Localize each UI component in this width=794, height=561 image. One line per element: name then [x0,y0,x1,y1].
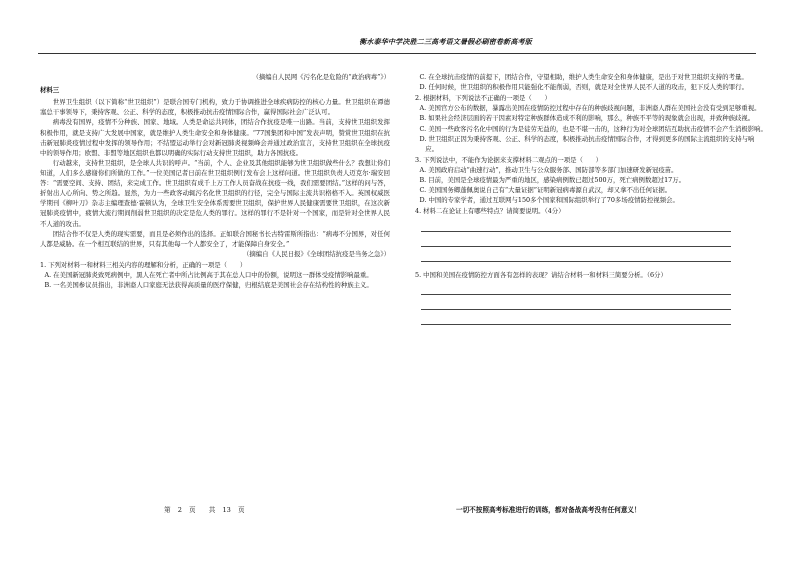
source-citation-2: （摘编自《人民日报》《全球团结抗疫是当务之急》） [243,249,390,258]
paragraph-4: 团结合作不仅是人类的现实需要，而且是必须作出的选择。正如联合国秘书长古特雷斯所指出：“病毒不分国界，对任何人都是威胁。在一个相互联结的世界，只有其他每一个人都安全了，才能保障自身安全。” [40,229,390,248]
question-3-option-c: C. 美国国务卿蓬佩奥说自己有“大量证据”证明新冠病毒源自武汉，却又拿不出任何证据。 [419,186,672,195]
question-3-option-d: D. 中国的专家学者，通过互联网与150多个国家和国际组织举行了70多场疫情防控视频会。 [419,196,679,205]
source-citation-1: （摘编自人民网《污名化是危险的“政治病毒”》） [252,73,390,81]
paragraph-3: 行动越来，支持世卫组织，是全球人共识的呼声。“当前，个人、企业及其他组织能够为世卫组织做些什么？我想让你们知道，人们多么感谢你们所做的工作。”一位美国记者日前在世卫组织例行发布会上这样问道。世卫组织负责人迈克尔·瑞安回答：“需要空间、支持、团结，来完成工作。世卫组织有成千上万工作人员奋战在抗疫一线，我们需要团结。”这样的问与答，折射出人心所向、势之所趋。显然，为力一些政客动辄污名化世卫组织的行径，完全与国际主流共识格格不入。英国权威医学期刊《柳叶刀》杂志主编理查德·霍顿认为，全球卫生安全体系需要世卫组织，保护世界人民健康需要世卫组织，在这次新冠肺炎疫情中，疲情大流行期间削弱世卫组织的决定是危人类的罪行。这样的罪行不是针对一个国家，而是针对全世界人民不人道的攻击。 [40,158,390,228]
header-divider [38,53,756,54]
page-number: 第 2 页 共 13 页 [164,506,245,514]
exam-header-title: 衡水泰华中学决胜二三高考语文暑假必刷密卷新高考版 [359,38,532,46]
question-2-stem: 2. 根据材料，下列说法不正确的一项是（ ） [415,94,551,103]
right-column [415,72,767,325]
question-1-option-b: B. 一名美国参议员指出，非洲裔人口家庭无法获得高质量的医疗保健，归根结底是美国社会存在结构性的种族主义。 [44,281,373,290]
question-4-stem: 4. 材料二在论证上有哪些特点？请简要说明。（4分） [415,207,565,216]
question-1-option-a: A. 在美国新冠肺炎致死病例中，黑人在死亡者中所占比例高于其在总人口中的份额，说明这一群体受疫情影响最重。 [44,271,373,280]
question-2-option-c: C. 美国一些政客污名化中国的行为是徒劳无益的，也是不堪一击的，这种行为对全球团结互助抗击疫情不会产生消极影响。 [419,124,767,133]
paragraph-2: 病毒没有国界，疫情不分种族、国家、地域。人类是命运共同体，团结合作抗疫是唯一出路。当前，支持世卫组织发挥积极作用，就是支持广大发展中国家，就是维护人类生命安全和身体健康。“77国集团和中国”发表声明，赞赏世卫组织在抗击新冠肺炎疫情过程中发挥的领导作用；不结盟运动举行会对新冠肺炎视频峰会并通过政治宣言，支持世卫组织在全球抗疫中的领导作用；欧盟、非盟等地区组织也都以明确的实际行动支持世卫组织，助力各国抗疫。 [40,118,390,157]
answer-line-q5-3 [421,310,731,325]
left-column [40,72,390,290]
question-1-option-d: D. 任何时候，世卫组织的积极作用只能强化不能削弱，否则，就是对全世界人民不人道的攻击，犯下反人类的罪行。 [419,83,748,92]
answer-line-q5-2 [421,295,731,310]
answer-line-q4-1 [421,217,731,232]
question-5-stem: 5. 中国和美国在疫情防控方面各有怎样的表现？请结合材料一和材料三简要分析。（6分） [415,270,667,279]
paragraph-1: 世界卫生组织（以下简称“世卫组织”）是联合国专门机构，致力于协调推进全球疾病防控的核心力量。世卫组织在谭德塞总干事领导下，秉持客观、公正、科学的态度，积极推动抗击疫情国际合作，赢得国际社会广泛认可。 [40,98,390,117]
spacer [415,262,767,269]
question-1-option-c: C. 在全球抗击疫情的前提下，团结合作，守望相助，维护人类生命安全和身体健康，是出于对世卫组织支持的考量。 [419,73,748,81]
footer-slogan: 一切不按照高考标准进行的训练，都对备战高考没有任何意义！ [456,506,641,514]
section-title-material-3: 材料三 [40,86,60,95]
question-3-stem: 3. 下列说法中，不能作为论据来支撑材料二观点的一项是（ ） [415,155,603,164]
answer-line-q4-3 [421,247,731,262]
question-3-option-b: B. 目前，美国是全球疫情最为严重的地区，感染病例数已超过500万，死亡病例数超过17万。 [419,176,686,185]
question-2-option-b: B. 如果社会经济层面的若干因素对特定种族群体造成不利的影响，那么，种族不平等的现象就会出现，并致种族歧视。 [419,114,755,123]
question-1-stem: 1. 下列对材料一和材料三相关内容的理解和分析，正确的一项是（ ） [40,260,247,269]
question-2-option-d: D. 世卫组织正因为秉持客观、公正、科学的态度，积极推动抗击疫情国际合作，才得到更多的国际主流组织的支持与响应。 [419,134,755,153]
answer-line-q5-1 [421,280,731,295]
answer-line-q4-2 [421,232,731,247]
question-2-option-a: A. 美国官方公布的数据，暴露出美国在疫情防控过程中存在的种族歧视问题，非洲裔人群在美国社会没有受到足够重视。 [419,104,761,113]
question-3-option-a: A. 美国政府启动“曲速行动”，推动卫生与公众服务部、国防部等多部门加速研发新冠疫苗。 [419,165,678,174]
